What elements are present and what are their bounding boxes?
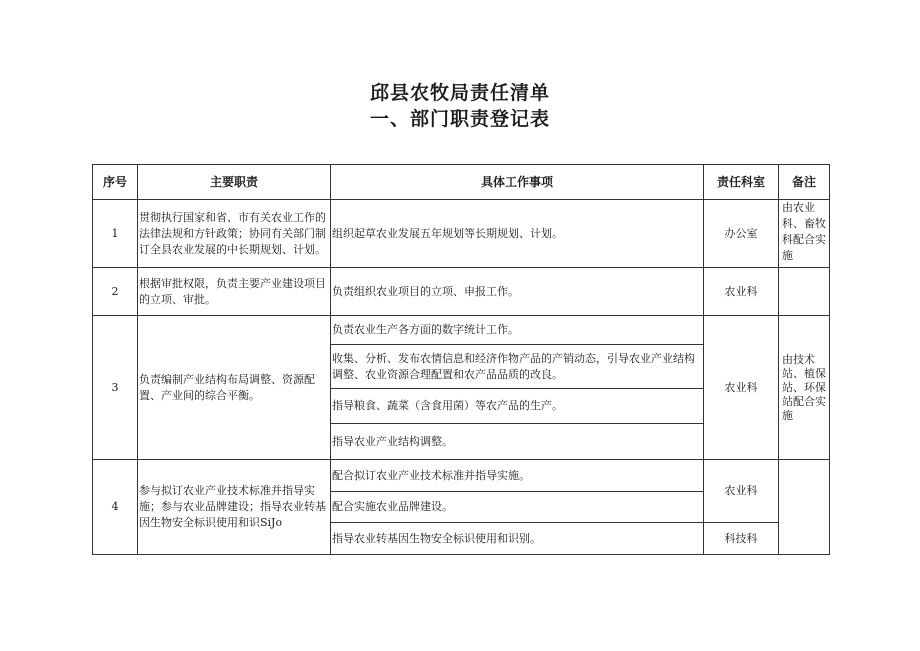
row-duty: 根据审批权限，负责主要产业建设项目的立项、审批。 — [138, 268, 331, 316]
header-remark: 备注 — [779, 165, 830, 200]
row-remark: 由技术站、植保站、环保站配合实施 — [779, 316, 830, 460]
row-dept: 农业科 — [704, 268, 779, 316]
row-item: 负责农业生产各方面的数字统计工作。 — [331, 316, 704, 345]
header-row — [93, 165, 830, 200]
row-duty: 贯彻执行国家和省、市有关农业工作的法律法规和方针政策；协同有关部门制订全县农业发展的中长期规划、计划。 — [138, 200, 331, 268]
row-item: 组织起草农业发展五年规划等长期规划、计划。 — [331, 200, 704, 268]
header-duty: 主要职责 — [138, 165, 331, 200]
row-item: 指导农业转基因生物安全标识使用和识别。 — [331, 523, 704, 555]
row-item: 配合拟订农业产业技术标准并指导实施。 — [331, 460, 704, 492]
row-duty: 负责编制产业结构布局调整、资源配置、产业间的综合平衡。 — [138, 316, 331, 460]
row-dept-secondary: 科技科 — [704, 523, 779, 555]
document-subtitle: 一、部门职责登记表 — [369, 108, 550, 130]
duty-registration-table — [92, 164, 830, 555]
row-item: 收集、分析、发布农情信息和经济作物产品的产销动态，引导农业产业结构调整、农业资源合理配置和农产品品质的改良。 — [331, 345, 704, 389]
row-item: 负责组织农业项目的立项、申报工作。 — [331, 268, 704, 316]
row-remark — [779, 268, 830, 316]
table-row — [93, 200, 830, 268]
row-duty: 参与拟订农业产业技术标准并指导实施；参与农业品牌建设；指导农业转基因生物安全标识使用和识SiJo — [138, 460, 331, 555]
header-dept: 责任科室 — [704, 165, 779, 200]
row-dept: 农业科 — [704, 460, 779, 523]
row-seq: 3 — [93, 316, 138, 460]
row-remark: 由农业科、畜牧科配合实施 — [779, 200, 830, 268]
row-item: 指导农业产业结构调整。 — [331, 424, 704, 460]
table-row — [93, 268, 830, 316]
row-dept: 办公室 — [704, 200, 779, 268]
row-item: 配合实施农业品牌建设。 — [331, 492, 704, 523]
table-row — [93, 316, 830, 345]
row-seq: 4 — [93, 460, 138, 555]
row-remark — [779, 460, 830, 555]
table-row — [93, 460, 830, 492]
row-item: 指导粮食、蔬菜（含食用菌）等农产品的生产。 — [331, 389, 704, 424]
row-seq: 2 — [93, 268, 138, 316]
header-seq: 序号 — [93, 165, 138, 200]
row-dept: 农业科 — [704, 316, 779, 460]
header-items: 具体工作事项 — [331, 165, 704, 200]
row-seq: 1 — [93, 200, 138, 268]
document-title: 邱县农牧局责任清单 — [369, 82, 550, 104]
